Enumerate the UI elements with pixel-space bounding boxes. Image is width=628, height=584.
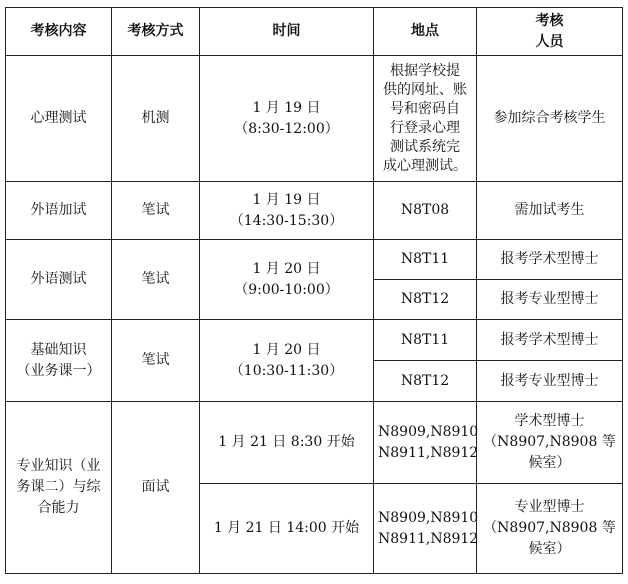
location-cell: N8T12 [374, 361, 477, 402]
content-cell: 外语测试 [6, 240, 112, 320]
people-cell: 报考学术型博士 [477, 320, 623, 361]
location-cell: N8T08 [374, 182, 477, 240]
time-cell: 1 月 21 日 14:00 开始 [200, 484, 374, 574]
content-cell: 心理测试 [6, 56, 112, 182]
people-cell: 需加试考生 [477, 182, 623, 240]
table-row [6, 402, 623, 484]
time-cell: 1 月 20 日 （10:30-11:30） [200, 320, 374, 402]
header-people: 考核 人员 [477, 8, 623, 56]
method-cell: 机测 [112, 56, 200, 182]
header-method: 考核方式 [112, 8, 200, 56]
table-row [6, 240, 623, 280]
people-cell: 报考学术型博士 [477, 240, 623, 280]
content-cell: 外语加试 [6, 182, 112, 240]
time-cell: 1 月 20 日 （9:00-10:00） [200, 240, 374, 320]
time-cell: 1 月 19 日 （8:30-12:00） [200, 56, 374, 182]
content-cell: 专业知识（业 务课二）与综 合能力 [6, 402, 112, 574]
table-row [6, 182, 623, 240]
location-cell: N8T12 [374, 280, 477, 320]
method-cell: 笔试 [112, 182, 200, 240]
method-cell: 笔试 [112, 240, 200, 320]
exam-schedule-table [5, 7, 623, 574]
people-cell: 报考专业型博士 [477, 280, 623, 320]
method-cell: 笔试 [112, 320, 200, 402]
location-cell: 根据学校提 供的网址、账 号和密码自 行登录心理 测试系统完 成心理测试。 [374, 56, 477, 182]
content-cell: 基础知识 （业务课一） [6, 320, 112, 402]
table-row [6, 320, 623, 361]
location-cell: N8T11 [374, 240, 477, 280]
table-row [6, 56, 623, 182]
location-cell: N8909,N8910 N8911,N8912 [374, 402, 477, 484]
time-cell: 1 月 21 日 8:30 开始 [200, 402, 374, 484]
location-cell: N8909,N8910 N8911,N8912 [374, 484, 477, 574]
header-location: 地点 [374, 8, 477, 56]
people-cell: 专业型博士 （N8907,N8908 等 候室） [477, 484, 623, 574]
time-cell: 1 月 19 日 （14:30-15:30） [200, 182, 374, 240]
header-time: 时间 [200, 8, 374, 56]
people-cell: 参加综合考核学生 [477, 56, 623, 182]
people-cell: 学术型博士 （N8907,N8908 等 候室） [477, 402, 623, 484]
header-content: 考核内容 [6, 8, 112, 56]
header-row [6, 8, 623, 56]
location-cell: N8T11 [374, 320, 477, 361]
method-cell: 面试 [112, 402, 200, 574]
people-cell: 报考专业型博士 [477, 361, 623, 402]
